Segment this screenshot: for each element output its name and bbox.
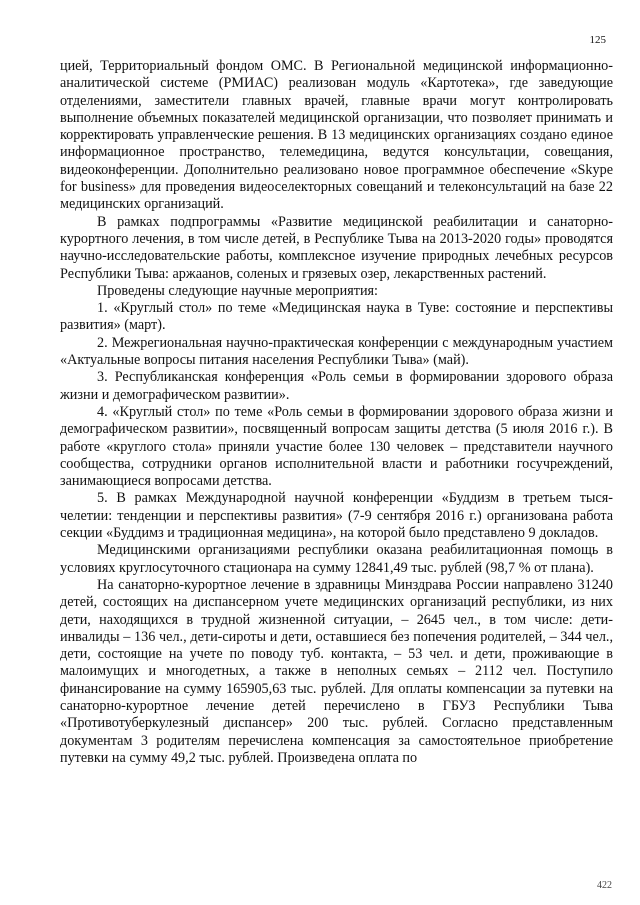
- paragraph: В рамках подпрограммы «Развитие медицинской реабилитации и санаторно-курортного лечения, в том числе детей, в Республике Тыва на 2013-2020 годы» проводятся научно-исследовательские работы, комплексное изучение природных лечебных ресурсов Республики Тыва: аржаанов, соленых и грязевых озер, лекарственных растений.: [60, 213, 613, 282]
- paragraph: цией, Территориальный фондом ОМС. В Региональной медицинской информационно-аналитической системе (РМИАС) реализован модуль «Картотека», где заведующие отделениями, заместители главных врачей, главные врачи могут контролировать выполнение объемных показателей медицинской организации, что позволяет принимать и корректировать управленческие решения. В 13 медицинских организациях создано единое информационное пространство, телемедицина, ведутся консультации, совещания, видеоконференции. Дополнительно реализовано новое программное обеспечение «Skype for business» для проведения видеоселекторных совещаний и телеконсультаций на базе 22 медицинских организаций.: [60, 58, 613, 213]
- page-number: 125: [589, 34, 606, 46]
- corner-mark: 422: [597, 880, 612, 891]
- list-item: 1. «Круглый стол» по теме «Медицинская наука в Туве: состояние и перспективы развития» (март).: [60, 300, 613, 334]
- paragraph: На санаторно-курортное лечение в здравницы Минздрава России направлено 31240 детей, состоящих на диспансерном учете медицинских организаций республики, из них дети, находящихся в трудной жизненной ситуации, – 2645 чел., в том числе: дети-инвалиды – 136 чел., дети-сироты и дети, оставшиеся без попечения родителей, – 344 чел., дети, состоящие на учете по поводу туб. контакта, – 53 чел. и дети, проживающие в малоимущих и многодетных, а также в неполных семьях – 2112 чел. Поступило финансирование на сумму 165905,63 тыс. рублей. Для оплаты компенсации за путевки на санаторно-курортное лечение детей перечислено в ГБУЗ Республики Тыва «Противотуберкулезный диспансер» 200 тыс. рублей. Согласно представленным документам 3 родителям перечислена компенсация за самостоятельное приобретение путевки на сумму 49,2 тыс. рублей. Произведена оплата по: [60, 576, 613, 766]
- paragraph: Проведены следующие научные мероприятия:: [97, 282, 378, 299]
- list-item: 4. «Круглый стол» по теме «Роль семьи в формировании здорового образа жизни и демографическом развитии», посвященный вопросам защиты детства (5 июля 2016 г.). В работе «круглого стола» приняли участие более 130 человек – представители научного сообщества, сотрудники органов исполнительной власти и работники госучреждений, занимающиеся вопросами детства.: [60, 403, 613, 490]
- list-item: 5. В рамках Международной научной конференции «Буддизм в третьем тысячелетии: тенденции и перспективы развития» (7-9 сентября 2016 г.) организована работа секции «Буддимз и традиционная медицина», на которой было представлено 9 докладов.: [60, 490, 613, 542]
- list-item: 3. Республиканская конференция «Роль семьи в формировании здорового образа жизни и демографическом развитии».: [60, 369, 613, 403]
- paragraph: Медицинскими организациями республики оказана реабилитационная помощь в условиях круглосуточного стационара на сумму 12841,49 тыс. рублей (98,7 % от плана).: [60, 542, 613, 576]
- list-item: 2. Межрегиональная научно-практическая конференции с международным участием «Актуальные вопросы питания населения Республики Тыва» (май).: [60, 334, 613, 369]
- document-body: [60, 58, 613, 767]
